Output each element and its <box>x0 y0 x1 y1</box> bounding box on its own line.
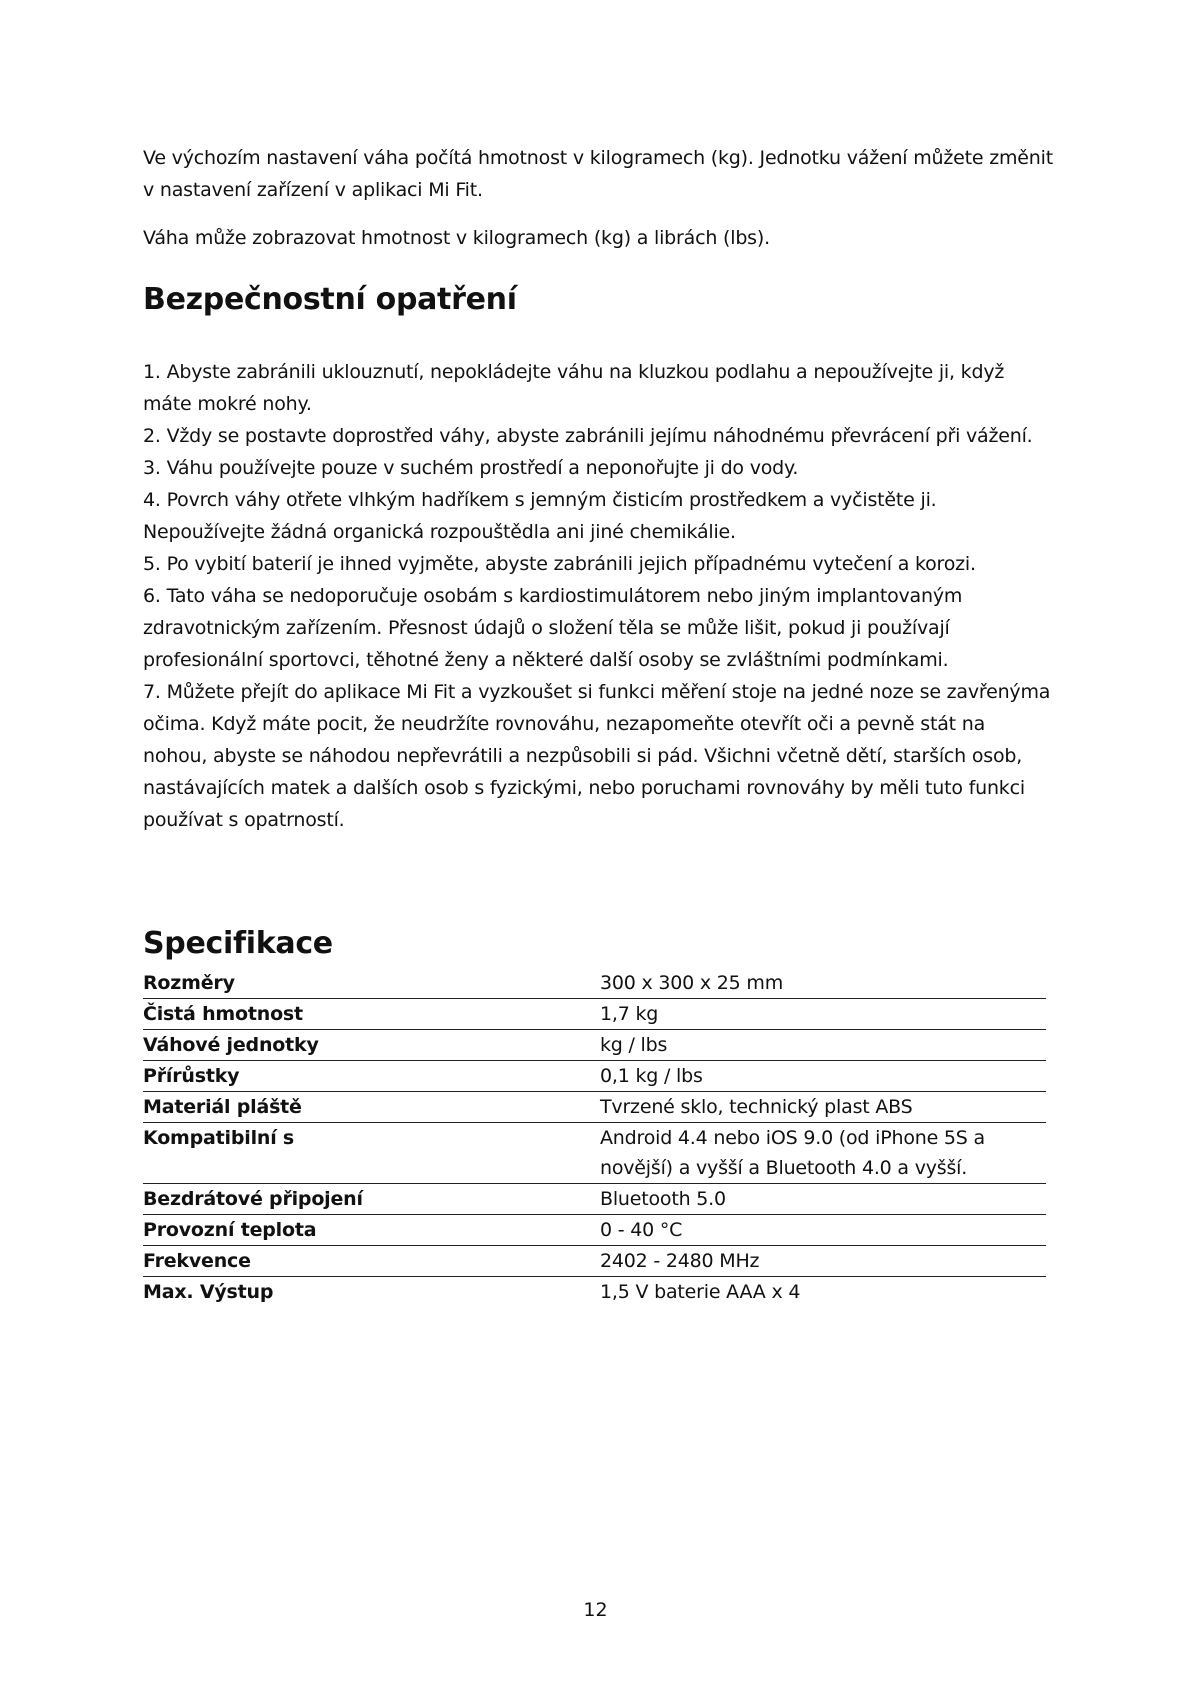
spec-label: Čistá hmotnost <box>143 1003 303 1025</box>
spec-label: Bezdrátové připojení <box>143 1188 363 1210</box>
table-row <box>143 1184 1046 1215</box>
safety-item: 5. Po vybití baterií je ihned vyjměte, abyste zabránili jejich případnému vytečení a korozi. <box>143 553 976 575</box>
table-row <box>143 1092 1046 1123</box>
safety-item: 4. Povrch váhy otřete vlhkým hadříkem s jemným čisticím prostředkem a vyčistěte ji. Nepoužívejte žádná organická rozpouštědla ani jiné chemikálie. <box>143 489 937 543</box>
table-row <box>143 1123 1046 1184</box>
spec-value: 1,5 V baterie AAA x 4 <box>600 1281 801 1303</box>
spec-table <box>143 968 1046 1307</box>
safety-item: 6. Tato váha se nedoporučuje osobám s kardiostimulátorem nebo jiným implantovaným zdravotnickým zařízením. Přesnost údajů o složení těla se může lišit, pokud ji používají profesionální sportovci, těhotné ženy a některé další osoby se zvláštními podmínkami. <box>143 585 963 671</box>
spec-value: 2402 - 2480 MHz <box>600 1250 760 1272</box>
spec-heading: Specifikace <box>143 926 333 961</box>
spec-value: Bluetooth 5.0 <box>600 1188 726 1210</box>
spec-label: Přírůstky <box>143 1065 240 1087</box>
table-row <box>143 1061 1046 1092</box>
spec-value: 0,1 kg / lbs <box>600 1065 703 1087</box>
safety-item: 3. Váhu používejte pouze v suchém prostředí a neponořujte ji do vody. <box>143 457 799 479</box>
table-row <box>143 999 1046 1030</box>
table-row <box>143 968 1046 999</box>
page-number: 12 <box>583 1599 608 1621</box>
table-row <box>143 1215 1046 1246</box>
spec-value: Tvrzené sklo, technický plast ABS <box>600 1096 913 1118</box>
spec-label: Provozní teplota <box>143 1219 317 1241</box>
spec-value: kg / lbs <box>600 1034 668 1056</box>
spec-value: Android 4.4 nebo iOS 9.0 (od iPhone 5S a novější) a vyšší a Bluetooth 4.0 a vyšší. <box>600 1127 985 1179</box>
spec-label: Max. Výstup <box>143 1281 274 1303</box>
table-row <box>143 1246 1046 1277</box>
spec-label: Materiál pláště <box>143 1096 302 1118</box>
intro-paragraph-units: Ve výchozím nastavení váha počítá hmotnost v kilogramech (kg). Jednotku vážení můžete změnit v nastavení zařízení v aplikaci Mi Fit. <box>143 147 1053 201</box>
spec-label: Váhové jednotky <box>143 1034 319 1056</box>
intro-paragraph-display: Váha může zobrazovat hmotnost v kilogramech (kg) a librách (lbs). <box>143 227 770 249</box>
spec-value: 1,7 kg <box>600 1003 659 1025</box>
spec-label: Frekvence <box>143 1250 251 1272</box>
spec-label: Kompatibilní s <box>143 1127 295 1149</box>
spec-value: 0 - 40 °C <box>600 1219 683 1241</box>
spec-label: Rozměry <box>143 972 235 994</box>
safety-list <box>143 356 1053 836</box>
spec-value: 300 x 300 x 25 mm <box>600 972 784 994</box>
safety-item: 2. Vždy se postavte doprostřed váhy, abyste zabránili jejímu náhodnému převrácení při vážení. <box>143 425 1033 447</box>
table-row <box>143 1277 1046 1308</box>
safety-heading: Bezpečnostní opatření <box>143 282 517 317</box>
table-row <box>143 1030 1046 1061</box>
safety-item: 1. Abyste zabránili uklouznutí, nepokládejte váhu na kluzkou podlahu a nepoužívejte ji, když máte mokré nohy. <box>143 361 1005 415</box>
safety-item: 7. Můžete přejít do aplikace Mi Fit a vyzkoušet si funkci měření stoje na jedné noze se zavřenýma očima. Když máte pocit, že neudržíte rovnováhu, nezapomeňte otevřít oči a pevně stát na nohou, abyste se náhodou nepřevrátili a nezpůsobili si pád. Všichni včetně dětí, starších osob, nastávajících matek a dalších osob s fyzickými, nebo poruchami rovnováhy by měli tuto funkci používat s opatrností. <box>143 681 1051 831</box>
